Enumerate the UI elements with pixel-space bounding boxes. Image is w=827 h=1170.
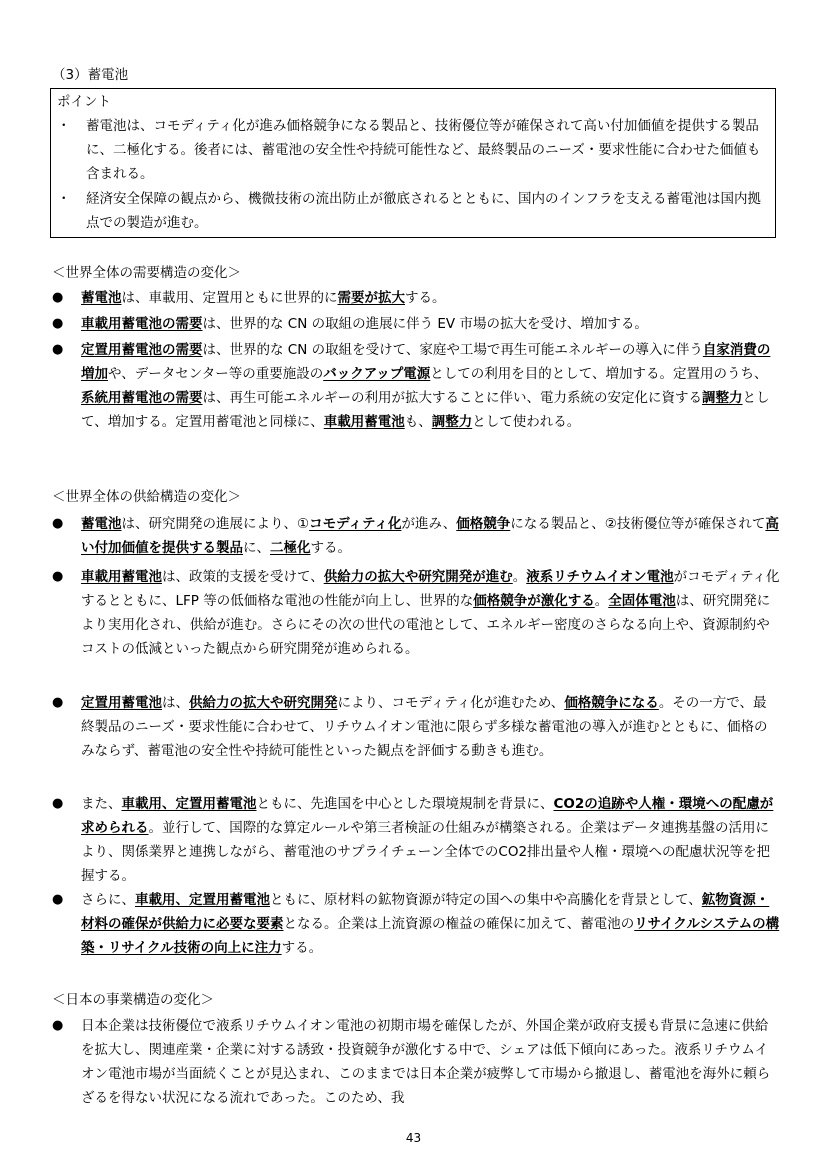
point-box-heading: ポイント: [57, 94, 111, 110]
term: 車載用蓄電池: [323, 414, 405, 430]
text: により、コモディティ化が進むため、: [337, 695, 565, 711]
term: 需要が拡大: [337, 290, 405, 306]
text: 。: [512, 569, 527, 585]
term: 車載用蓄電池の需要: [81, 316, 203, 332]
text: がコモディティ化するとともに、LFP 等の低価格な電池の性能が向上し、世界的な: [81, 569, 780, 609]
bullet-marker: ●: [52, 695, 64, 710]
supply-bullet-5: [52, 888, 780, 960]
term: 車載用、定置用蓄電池: [121, 796, 257, 812]
term: リサイクルシステムの構築・リサイクル技術の向上に注力: [81, 916, 780, 956]
term: 調整力: [431, 414, 473, 430]
bullet-marker: ●: [52, 892, 64, 907]
text: は、研究開発の進展により、①: [121, 516, 310, 532]
text: としての利用を目的として、増加する。定置用のうち、: [430, 366, 768, 382]
term: 定置用蓄電池の需要: [81, 342, 203, 358]
term: 定置用蓄電池: [81, 695, 162, 711]
text: として使われる。: [472, 414, 581, 430]
point-item-text: 蓄電池は、コモディティ化が進み価格競争になる製品と、技術優位等が確保されて高い付加価値を提供する製品に、二極化する。後者には、蓄電池の安全性や持続可能性など、最終製品のニーズ・要求性能に合わせた価値も含まれる。: [86, 118, 761, 182]
text: ともに、原材料の鉱物資源が特定の国への集中や高騰化を背景として、: [270, 892, 702, 908]
term: 自家消費の増加: [81, 342, 771, 382]
term: 供給力の拡大や研究開発が進む: [323, 569, 513, 585]
japan-bullet-1: [52, 1014, 780, 1110]
text: は、研究開発により実用化され、供給が進む。さらにその次の世代の電池として、エネルギー密度のさらなる向上や、資源制約やコストの低減といった観点から研究開発が進められる。: [81, 593, 771, 657]
japan-heading: ＜日本の事業構造の変化＞: [52, 992, 214, 1008]
supply-heading: ＜世界全体の供給構造の変化＞: [52, 489, 241, 505]
text: は、: [162, 695, 189, 711]
term: バックアップ電源: [323, 366, 431, 382]
text: になる製品と、②技術優位等が確保されて: [510, 516, 766, 532]
supply-bullet-1: [52, 512, 780, 560]
text: や、データセンター等の重要施設の: [108, 366, 324, 382]
bullet-marker: ●: [52, 290, 64, 305]
term: 全固体電池: [608, 593, 676, 609]
text: また、: [81, 796, 122, 812]
term: 車載用、定置用蓄電池: [135, 892, 270, 908]
supply-bullet-2: [52, 565, 780, 661]
text: は、世界的な CN の取組の進展に伴う EV 市場の拡大を受け、増加する。: [202, 316, 648, 332]
term: コモディティ化: [309, 516, 402, 532]
term: CO2の追跡や人権・環境への配慮が求められる: [81, 796, 774, 836]
text: 。: [594, 593, 609, 609]
text: ともに、先進国を中心とした環境規制を背景に、: [256, 796, 554, 812]
point-item-text: 経済安全保障の観点から、機微技術の流出防止が徹底されるとともに、国内のインフラを支える蓄電池は国内拠点での製造が進む。: [86, 191, 761, 231]
term: 二極化: [270, 540, 311, 556]
point-bullet: ・: [57, 118, 71, 134]
bullet-marker: ●: [52, 342, 64, 357]
text: は、車載用、定置用ともに世界的に: [121, 290, 338, 306]
point-box: [50, 88, 776, 238]
point-item: [57, 114, 769, 186]
text: に、: [243, 540, 270, 556]
text: も、: [404, 414, 432, 430]
term: 調整力: [702, 390, 743, 406]
text: が進み、: [401, 516, 457, 532]
supply-bullet-4: [52, 792, 780, 888]
demand-bullet-3: [52, 338, 780, 434]
term: 系統用蓄電池の需要: [81, 390, 203, 406]
demand-bullet-2: [52, 312, 780, 336]
bullet-marker: ●: [52, 316, 64, 331]
bullet-marker: ●: [52, 796, 64, 811]
point-item: [57, 187, 769, 235]
bullet-marker: ●: [52, 569, 64, 584]
text: となる。企業は上流資源の権益の確保に加えて、蓄電池の: [283, 916, 635, 932]
text: 。その一方で、最終製品のニーズ・要求性能に合わせて、リチウムイオン電池に限らず多様な蓄電池の導入が進むとともに、価格のみならず、蓄電池の安全性や持続可能性といった観点を評価する動きも進む。: [81, 695, 768, 759]
page-number: 43: [405, 1131, 422, 1145]
text: 。並行して、国際的な算定ルールや第三者検証の仕組みが構築される。企業はデータ連携基盤の活用により、関係業界と連携しながら、蓄電池のサプライチェーン全体でのCO2排出量や人権・環境への配慮状況等を把握する。: [81, 820, 771, 884]
point-bullet: ・: [57, 191, 71, 207]
demand-bullet-1: [52, 286, 780, 310]
term: 鉱物資源・材料の確保が供給力に必要な要素: [81, 892, 770, 932]
term: 価格競争: [456, 516, 511, 532]
text: は、再生可能エネルギーの利用が拡大することに伴い、電力系統の安定化に資する: [202, 390, 702, 406]
text: は、政策的支援を受けて、: [162, 569, 324, 585]
text: する。: [281, 940, 323, 956]
text: する。: [405, 290, 446, 306]
term: 高い付加価値を提供する製品: [81, 516, 779, 556]
term: 液系リチウムイオン電池: [526, 569, 674, 585]
term: 供給力の拡大や研究開発: [189, 695, 338, 711]
text: 日本企業は技術優位で液系リチウムイオン電池の初期市場を確保したが、外国企業が政府支援も背景に急速に供給を拡大し、関連産業・企業に対する誘致・投資競争が激化する中で、シェアは低下傾向にあった。液系リチウムイオン電池市場が当面続くことが見込まれ、このままでは日本企業が疲弊して市場から撤退し、蓄電池を海外に頼らざるを得ない状況になる流れであった。このため、我: [81, 1018, 771, 1106]
text: さらに、: [81, 892, 135, 908]
bullet-marker: ●: [52, 516, 64, 531]
text: する。: [310, 540, 351, 556]
section-title: （3）蓄電池: [52, 67, 129, 83]
text: は、世界的な CN の取組を受けて、家庭や工場で再生可能エネルギーの導入に伴う: [202, 342, 703, 358]
text: として、増加する。定置用蓄電池と同様に、: [81, 390, 770, 430]
term: 蓄電池: [81, 516, 122, 532]
demand-heading: ＜世界全体の需要構造の変化＞: [52, 265, 241, 281]
term: 価格競争が激化する: [473, 593, 595, 609]
term: 価格競争になる: [564, 695, 659, 711]
term: 車載用蓄電池: [81, 569, 162, 585]
term: 蓄電池: [81, 290, 122, 306]
bullet-marker: ●: [52, 1018, 64, 1033]
supply-bullet-3: [52, 691, 780, 763]
